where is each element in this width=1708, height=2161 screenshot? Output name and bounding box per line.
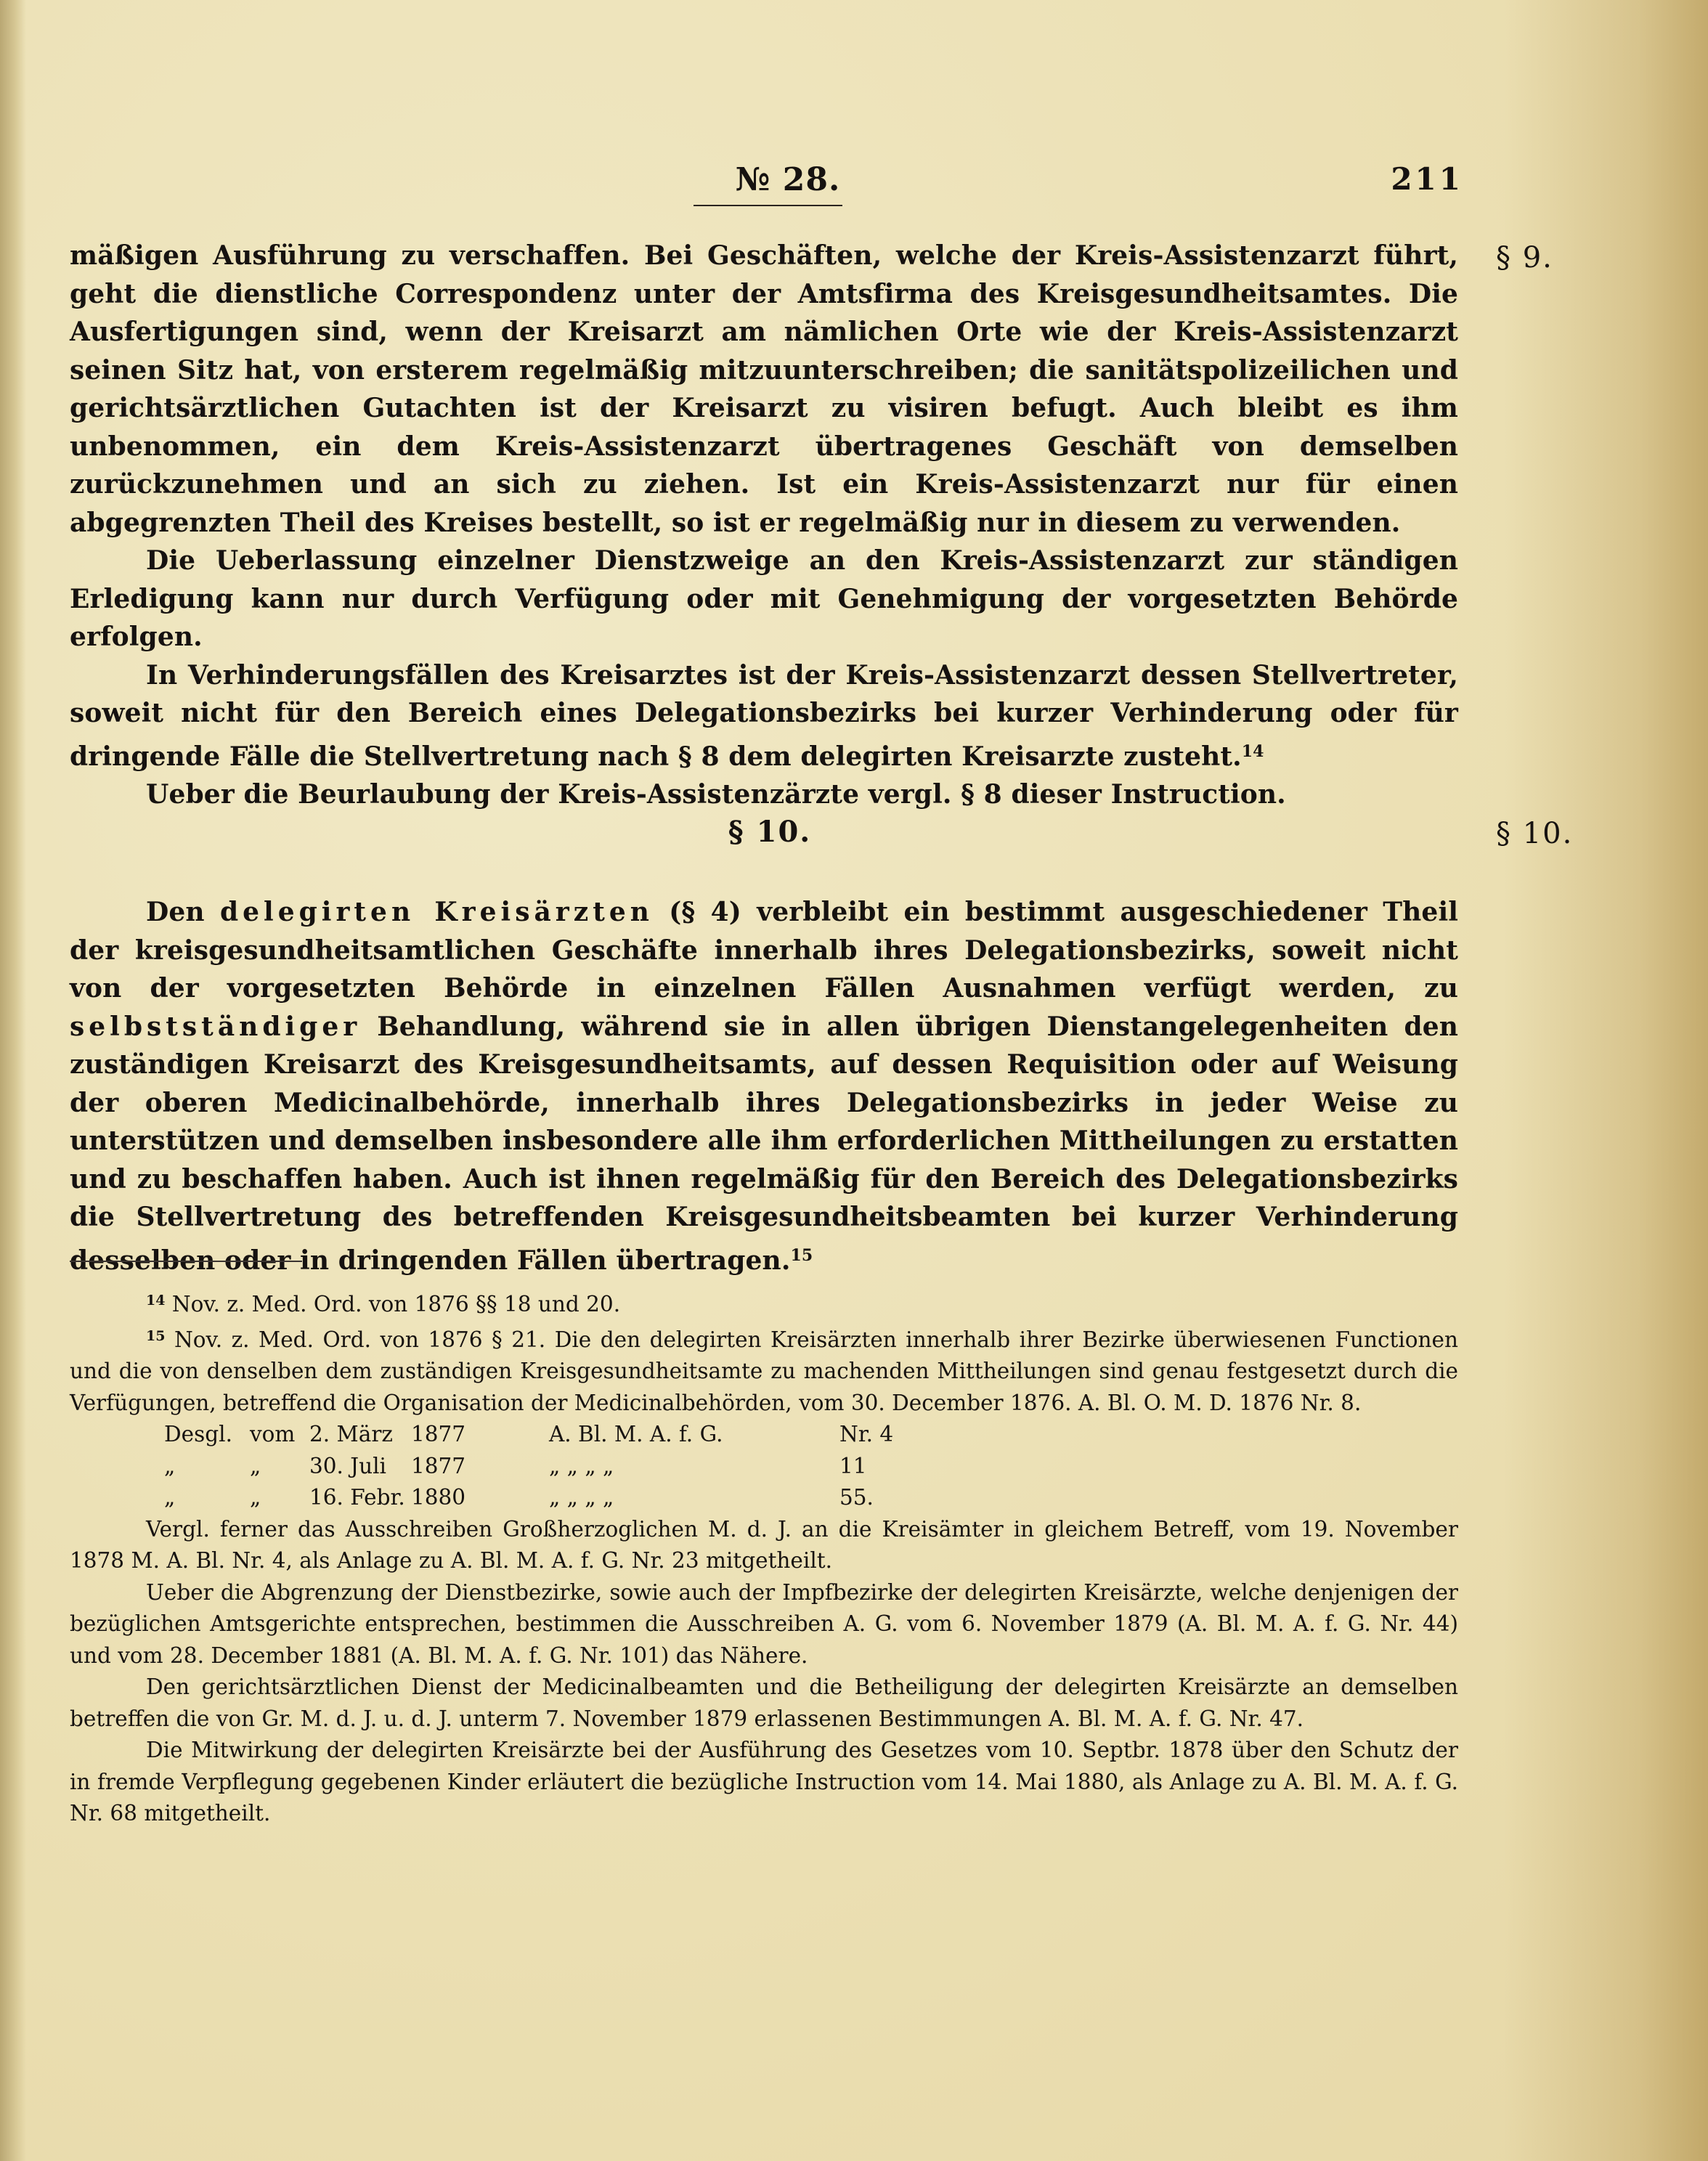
desgl-row [70, 1451, 1458, 1483]
margin-section-10: § 10. [1496, 817, 1574, 850]
paragraph: mäßigen Ausführung zu verschaffen. Bei Geschäften, welche der Kreis-Assistenzarzt führt, geht die dienstliche Correspondenz unter der Amtsfirma des Kreisgesundheitsamtes. Die Ausfertigungen sind, wenn der Kreisarzt am nämlichen Orte wie der Kreis-Assistenzarzt seinen Sitz hat, von ersterem regelmäßig mitzuunterschreiben; die sanitätspolizeilichen und gerichtsärztlichen Gutachten ist der Kreisarzt zu visiren befugt. Auch bleibt es ihm unbenommen, ein dem Kreis-Assistenzarzt übertragenes Geschäft von demselben zurückzunehmen und an sich zu ziehen. Ist ein Kreis-Assistenzarzt nur für einen abgegrenzten Theil des Kreises bestellt, so ist er regelmäßig nur in diesem zu verwenden. [70, 240, 1458, 538]
spaced-term: selbstständiger [70, 1011, 362, 1042]
desgl-cell: Desgl. [164, 1422, 232, 1446]
footnotes [70, 1285, 1458, 1830]
paragraph-text: Behandlung, während sie in allen übrigen Dienstangelegenheiten den zuständigen Kreisarzt des Kreisgesundheitsamts, auf dessen Requisition oder auf Weisung der oberen Medicinalbehörde, innerhalb ihres Delegationsbezirks in jeder Weise zu unterstützen und demselben insbesondere alle ihm erforderlichen Mittheilungen zu erstatten und zu beschaffen haben. Auch ist ihnen regelmäßig für den Bereich des Delegationsbezirks die Stellvertretung des betreffenden Kreisgesundheitsbeamten bei kurzer Verhinderung desselben oder in dringenden Fällen übertragen. [70, 1011, 1458, 1276]
paragraph: Ueber die Beurlaubung der Kreis-Assistenzärzte vergl. § 8 dieser Instruction. [146, 779, 1286, 810]
paragraph-text: In Verhinderungsfällen des Kreisarztes ist der Kreis-Assistenzarzt dessen Stellvertreter, soweit nicht für den Bereich eines Delegationsbezirks bei kurzer Verhinderung oder für dringende Fälle die Stellvertretung nach § 8 dem delegirten Kreisarzte zusteht. [70, 659, 1458, 772]
desgl-cell: vom [250, 1422, 296, 1446]
desgl-cell: Nr. 4 [839, 1422, 894, 1446]
issue-number-underline [694, 205, 842, 206]
desgl-cell: „ [164, 1485, 176, 1510]
paragraph: Die Ueberlassung einzelner Dienstzweige an den Kreis-Assistenzarzt zur ständigen Erledigung kann nur durch Verfügung oder mit Genehmigung der vorgesetzten Behörde erfolgen. [70, 545, 1458, 652]
desgl-cell: „ [250, 1453, 261, 1478]
desgl-cell: 2. März [309, 1422, 393, 1446]
desgl-cell: 1880 [411, 1485, 466, 1510]
desgl-cell: 11 [839, 1453, 867, 1478]
section-heading: § 10. [728, 815, 812, 849]
footnote-paragraph: Ueber die Abgrenzung der Dienstbezirke, sowie auch der Impfbezirke der delegirten Kreisärzte, welche denjenigen der bezüglichen Amtsgerichte entsprechen, bestimmen die Ausschreiben A. G. vom 6. November 1879 (A. Bl. M. A. f. G. Nr. 44) und vom 28. December 1881 (A. Bl. M. A. f. G. Nr. 101) das Nähere. [70, 1579, 1458, 1668]
desgl-cell: „ [164, 1453, 176, 1478]
desgl-cell: „ „ „ „ [549, 1453, 614, 1478]
desgl-cell: 30. Juli [309, 1453, 386, 1478]
footnote-ref: 14 [1241, 741, 1264, 761]
footnote-paragraph: Die Mitwirkung der delegirten Kreisärzte bei der Ausführung des Gesetzes vom 10. Septbr. 1878 über den Schutz der in fremde Verpflegung gegebenen Kinder erläutert die bezügliche Instruction vom 14. Mai 1880, als Anlage zu A. Bl. M. A. f. G. Nr. 68 mitgetheilt. [70, 1738, 1458, 1826]
desgl-cell: 1877 [411, 1453, 466, 1478]
issue-number: № 28. [735, 161, 841, 198]
desgl-cell: „ „ „ „ [549, 1485, 614, 1510]
page-number: 211 [1391, 161, 1463, 197]
main-text [70, 237, 1458, 814]
spaced-term: delegirten Kreisärzten [219, 897, 654, 927]
footnote-divider [70, 1261, 302, 1262]
desgl-row [70, 1482, 1458, 1514]
desgl-cell: „ [250, 1485, 261, 1510]
footnote-number: 15 [146, 1327, 166, 1344]
paragraph [70, 656, 1458, 776]
footnote-number: 14 [146, 1293, 166, 1309]
section-10-text [70, 893, 1458, 1279]
footnote [70, 1285, 1458, 1321]
footnote [70, 1321, 1458, 1420]
footnote-ref: 15 [790, 1245, 813, 1265]
desgl-row [70, 1419, 1458, 1451]
footnote-paragraph: Den gerichtsärztlichen Dienst der Medicinalbeamten und die Betheiligung der delegirten Kreisärzte an demselben betreffen die von Gr. M. d. J. u. d. J. unterm 7. November 1879 erlassenen Bestimmungen A. Bl. M. A. f. G. Nr. 47. [70, 1674, 1458, 1731]
desgl-cell: 16. Febr. [309, 1485, 405, 1510]
desgl-cell: A. Bl. M. A. f. G. [549, 1422, 723, 1446]
desgl-cell: 55. [839, 1485, 874, 1510]
paragraph-lead: Den [146, 897, 205, 927]
margin-section-9: § 9. [1496, 241, 1553, 274]
paragraph [70, 893, 1458, 1279]
footnote-text: Nov. z. Med. Ord. von 1876 § 21. Die den delegirten Kreisärzten innerhalb ihrer Bezirke überwiesenen Functionen und die von denselben dem zuständigen Kreisgesundheitsamte zu machenden Mittheilungen sind genau festgesetzt durch die Verfügungen, betreffend die Organisation der Medicinalbehörden, vom 30. December 1876. A. Bl. O. M. D. 1876 Nr. 8. [70, 1327, 1458, 1415]
page-binding-edge [0, 0, 26, 2161]
desgl-cell: 1877 [411, 1422, 466, 1446]
page-header [0, 161, 1708, 212]
footnote-paragraph: Vergl. ferner das Ausschreiben Großherzoglichen M. d. J. an die Kreisämter in gleichem Betreff, vom 19. November 1878 M. A. Bl. Nr. 4, als Anlage zu A. Bl. M. A. f. G. Nr. 23 mitgetheilt. [70, 1516, 1458, 1573]
footnote-text: Nov. z. Med. Ord. von 1876 §§ 18 und 20. [171, 1292, 621, 1316]
paragraph-text: (§ 4) verbleibt ein bestimmt ausgeschiedener Theil der kreisgesundheitsamtlichen Geschäfte innerhalb ihres Delegationsbezirks, soweit nicht von der vorgesetzten Behörde in einzelnen Fällen Ausnahmen verfügt werden, zu [70, 897, 1458, 1004]
